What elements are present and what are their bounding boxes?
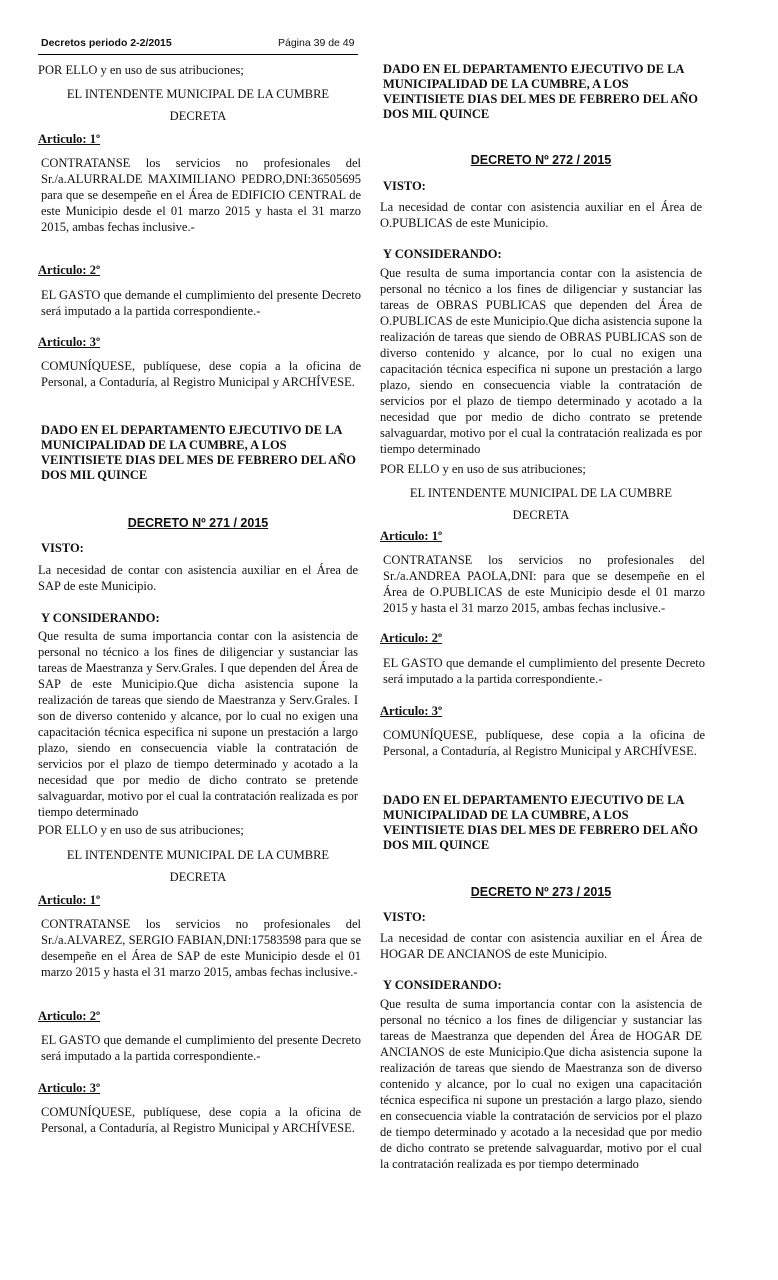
page-number: Página 39 de 49 xyxy=(278,37,355,49)
r-article-2-label: Articulo: 2º xyxy=(380,631,443,645)
r-por-ello: POR ELLO y en uso de sus atribuciones; xyxy=(380,462,586,476)
r-decreta: DECRETA xyxy=(512,508,570,522)
r-article-2-text: EL GASTO que demande el cumplimiento del presente Decreto será imputado a la partida correspondiente.- xyxy=(383,656,705,686)
decreto-271-title: DECRETO Nº 271 / 2015 xyxy=(127,516,269,530)
article-1-text: CONTRATANSE los servicios no profesionales del Sr./a.ALURRALDE MAXIMILIANO PEDRO,DNI:36505695 para que se desempeñe en el Área de EDIFICIO CENTRAL de este Municipio desde el 01 marzo 2015 y hasta el 31 marzo 2015, ambas fechas inclusive.- xyxy=(41,156,361,234)
b-article-2-text: EL GASTO que demande el cumplimiento del presente Decreto será imputado a la partida correspondiente.- xyxy=(41,1033,361,1063)
r-considerando-label-2: Y CONSIDERANDO: xyxy=(383,978,502,992)
considerando-label: Y CONSIDERANDO: xyxy=(41,611,160,625)
dado-en-block: DADO EN EL DEPARTAMENTO EJECUTIVO DE LA MUNICIPALIDAD DE LA CUMBRE, A LOS VEINTISIETE DIAS DEL MES DE FEBRERO DEL AÑO DOS MIL QUINCE xyxy=(41,423,357,482)
visto-label: VISTO: xyxy=(41,541,84,555)
article-3-text: COMUNÍQUESE, publíquese, dese copia a la oficina de Personal, a Contaduría, al Registro Municipal y ARCHÍVESE. xyxy=(41,359,361,389)
r-visto-text: La necesidad de contar con asistencia auxiliar en el Área de O.PUBLICAS de este Municipio. xyxy=(380,200,702,230)
r-considerando-label: Y CONSIDERANDO: xyxy=(383,247,502,261)
r-dado-en-block: DADO EN EL DEPARTAMENTO EJECUTIVO DE LA MUNICIPALIDAD DE LA CUMBRE, A LOS VEINTISIETE DIAS DEL MES DE FEBRERO DEL AÑO DOS MIL QUINCE xyxy=(383,62,699,121)
decreta: DECRETA xyxy=(169,109,227,123)
b-article-1-text: CONTRATANSE los servicios no profesionales del Sr./a.ALVAREZ, SERGIO FABIAN,DNI:17583598 para que se desempeñe en el Área de SAP de este Municipio desde el 01 marzo 2015 y hasta el 31 marzo 2015, ambas fechas inclusive.- xyxy=(41,917,361,979)
por-ello: POR ELLO y en uso de sus atribuciones; xyxy=(38,63,244,77)
decreta-2: DECRETA xyxy=(169,870,227,884)
r-article-3-text: COMUNÍQUESE, publíquese, dese copia a la oficina de Personal, a Contaduría, al Registro Municipal y ARCHÍVESE. xyxy=(383,728,705,758)
r-article-1-label: Articulo: 1º xyxy=(380,529,443,543)
article-2-label: Articulo: 2º xyxy=(38,263,101,277)
por-ello-2: POR ELLO y en uso de sus atribuciones; xyxy=(38,823,244,837)
intendente: EL INTENDENTE MUNICIPAL DE LA CUMBRE xyxy=(66,87,330,101)
visto-text: La necesidad de contar con asistencia auxiliar en el Área de SAP de este Municipio. xyxy=(38,563,358,593)
r-considerando-text-2: Que resulta de suma importancia contar con la asistencia de personal no técnico a los fines de diligenciar y sustanciar las tareas de Maestranza que dependen del Área de HOGAR DE ANCIANOS de este Municipio.Que dicha asistencia supone la realización de tareas que siendo de Maestranza son de diverso contenido y alcance, por lo cual no exigen una capacitación técnica especifica ni supone un prestación a largo plazo, siendo en consecuencia viable la contratación de servicios por el plazo de tiempo determinado y acotado a la necesidad que por medio de dicho contrato se pretende salvaguardar, motivo por el cual la contratación realizada es por tiempo determinado xyxy=(380,997,702,1171)
r-article-3-label: Articulo: 3º xyxy=(380,704,443,718)
header-title: Decretos periodo 2-2/2015 xyxy=(41,37,172,49)
r-dado-en-block-2: DADO EN EL DEPARTAMENTO EJECUTIVO DE LA MUNICIPALIDAD DE LA CUMBRE, A LOS VEINTISIETE DIAS DEL MES DE FEBRERO DEL AÑO DOS MIL QUINCE xyxy=(383,793,699,852)
r-considerando-text: Que resulta de suma importancia contar con la asistencia de personal no técnico a los fines de diligenciar y sustanciar las tareas de OBRAS PUBLICAS que dependen del Área de O.PUBLICAS de este Municipio.Que dicha asistencia supone la realización de tareas que siendo de OBRAS PUBLICAS son de diverso contenido y alcance, por lo cual no exigen una capacitación técnica especifica ni supone un prestación a largo plazo, siendo en consecuencia viable la contratación de servicios por el plazo de tiempo determinado y acotado a la necesidad que por medio de dicho contrato se pretende salvaguardar, motivo por el cual la contratación realizada es por tiempo determinado xyxy=(380,266,702,456)
b-article-2-label: Articulo: 2º xyxy=(38,1009,101,1023)
r-visto-text-2: La necesidad de contar con asistencia auxiliar en el Área de HOGAR DE ANCIANOS de este Municipio. xyxy=(380,931,702,961)
intendente-2: EL INTENDENTE MUNICIPAL DE LA CUMBRE xyxy=(66,848,330,862)
decreto-273-title: DECRETO Nº 273 / 2015 xyxy=(470,885,612,899)
article-3-label: Articulo: 3º xyxy=(38,335,101,349)
r-intendente: EL INTENDENTE MUNICIPAL DE LA CUMBRE xyxy=(409,486,673,500)
r-article-1-text: CONTRATANSE los servicios no profesionales del Sr./a.ANDREA PAOLA,DNI: para que se desempeñe en el Área de O.PUBLICAS de este Municipio desde el 01 marzo 2015 y hasta el 31 marzo 2015, ambas fechas inclusive.- xyxy=(383,553,705,615)
considerando-text: Que resulta de suma importancia contar con la asistencia de personal no técnico a los fines de diligenciar y sustanciar las tareas de Maestranza y Serv.Grales. I que dependen del Área de SAP de este Municipio.Que dicha asistencia supone la realización de tareas que siendo de Maestranza y Serv.Grales. I son de diverso contenido y alcance, por lo cual no exigen una capacitación técnica especifica ni supone un prestación a largo plazo, siendo en consecuencia viable la contratación de servicios por el plazo de tiempo determinado y acotado a la necesidad que por medio de dicho contrato se pretende salvaguardar, motivo por el cual la contratación realizada es por tiempo determinado xyxy=(38,629,358,819)
decreto-272-title: DECRETO Nº 272 / 2015 xyxy=(470,153,612,167)
b-article-3-label: Articulo: 3º xyxy=(38,1081,101,1095)
r-visto-label: VISTO: xyxy=(383,179,426,193)
r-visto-label-2: VISTO: xyxy=(383,910,426,924)
page-header xyxy=(38,34,358,55)
article-1-label: Articulo: 1º xyxy=(38,132,101,146)
article-2-text: EL GASTO que demande el cumplimiento del presente Decreto será imputado a la partida correspondiente.- xyxy=(41,288,361,318)
b-article-3-text: COMUNÍQUESE, publíquese, dese copia a la oficina de Personal, a Contaduría, al Registro Municipal y ARCHÍVESE. xyxy=(41,1105,361,1135)
b-article-1-label: Articulo: 1º xyxy=(38,893,101,907)
